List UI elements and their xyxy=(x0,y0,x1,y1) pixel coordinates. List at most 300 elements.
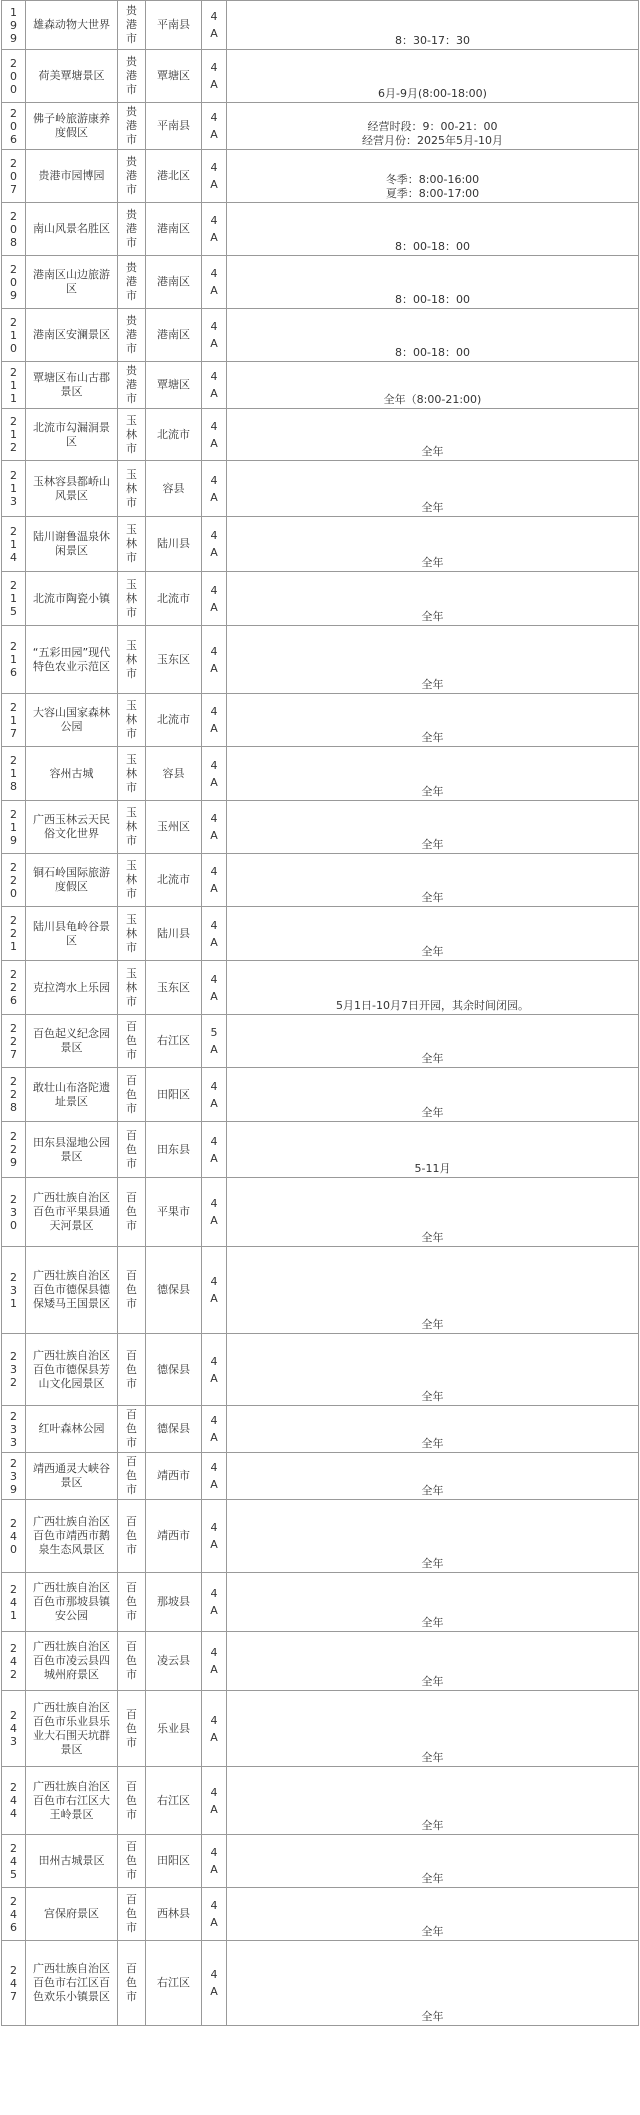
opening-hours-line: 经营月份：2025年5月-10月 xyxy=(362,134,503,147)
level-cell-text: 4A xyxy=(210,1899,218,1929)
city-cell xyxy=(118,1888,146,1941)
row-number-cell xyxy=(2,907,26,961)
city-cell-text: 贵港市 xyxy=(126,261,137,302)
level-cell-text: 4A xyxy=(210,1713,218,1744)
district-cell: 港北区 xyxy=(146,150,202,203)
row-number-cell xyxy=(2,362,26,409)
city-cell-text: 贵港市 xyxy=(126,4,137,45)
level-cell xyxy=(202,1247,227,1334)
row-number-cell xyxy=(2,1,26,50)
level-cell-text: 4A xyxy=(210,1846,218,1876)
city-cell xyxy=(118,203,146,256)
level-cell-text: 4A xyxy=(210,419,218,450)
level-cell-text: 4A xyxy=(210,583,218,614)
level-cell xyxy=(202,907,227,961)
table-row xyxy=(2,50,639,103)
level-cell xyxy=(202,961,227,1015)
row-number-cell-text: 221 xyxy=(10,914,17,953)
district-cell: 凌云县 xyxy=(146,1632,202,1691)
city-cell-text: 玉林市 xyxy=(126,577,137,619)
opening-hours-cell xyxy=(227,203,639,256)
city-cell xyxy=(118,1453,146,1500)
city-cell xyxy=(118,362,146,409)
opening-hours-cell xyxy=(227,1573,639,1632)
opening-hours-cell xyxy=(227,1767,639,1835)
city-cell-text: 百色市 xyxy=(126,1515,137,1556)
district-cell: 北流市 xyxy=(146,854,202,907)
level-cell-text: 4A xyxy=(210,1275,218,1305)
opening-hours-cell xyxy=(227,1835,639,1888)
district-cell: 右江区 xyxy=(146,1767,202,1835)
row-number-cell xyxy=(2,1941,26,2026)
city-cell-text: 玉林市 xyxy=(126,966,137,1008)
scenic-name-cell: 广西壮族自治区百色市德保县德保矮马王国景区 xyxy=(26,1247,118,1334)
row-number-cell-text: 218 xyxy=(10,754,17,793)
row-number-cell-text: 212 xyxy=(10,415,17,454)
opening-hours-line: 全年 xyxy=(421,1106,444,1119)
opening-hours-cell xyxy=(227,309,639,362)
scenic-name-cell: 田东县湿地公园景区 xyxy=(26,1122,118,1178)
city-cell xyxy=(118,854,146,907)
opening-hours-line: 全年 xyxy=(421,1925,444,1938)
city-cell xyxy=(118,1334,146,1406)
city-cell xyxy=(118,1,146,50)
table-row xyxy=(2,1767,639,1835)
opening-hours-cell xyxy=(227,1632,639,1691)
scenic-name-cell: 容州古城 xyxy=(26,747,118,801)
city-cell-text: 百色市 xyxy=(126,1269,137,1310)
city-cell-text: 贵港市 xyxy=(126,155,137,196)
scenic-name-cell: 雄森动物大世界 xyxy=(26,1,118,50)
district-cell: 德保县 xyxy=(146,1247,202,1334)
opening-hours-cell xyxy=(227,50,639,103)
opening-hours-cell xyxy=(227,1122,639,1178)
opening-hours-cell xyxy=(227,1068,639,1122)
city-cell-text: 百色市 xyxy=(126,1640,137,1681)
scenic-name-cell: 广西玉林云天民俗文化世界 xyxy=(26,801,118,854)
table-row xyxy=(2,150,639,203)
opening-hours-line: 经营时段：9：00-21：00 xyxy=(367,120,498,133)
opening-hours-cell xyxy=(227,1941,639,2026)
table-row xyxy=(2,1632,639,1691)
level-cell xyxy=(202,1941,227,2026)
opening-hours-cell xyxy=(227,1015,639,1068)
city-cell xyxy=(118,907,146,961)
district-cell: 西林县 xyxy=(146,1888,202,1941)
level-cell xyxy=(202,1453,227,1500)
level-cell-text: 4A xyxy=(210,1197,218,1227)
city-cell-text: 玉林市 xyxy=(126,806,137,847)
opening-hours-line: 全年 xyxy=(421,785,444,798)
city-cell-text: 玉林市 xyxy=(126,638,137,680)
row-number-cell-text: 241 xyxy=(10,1582,17,1622)
opening-hours-cell xyxy=(227,854,639,907)
district-cell: 覃塘区 xyxy=(146,362,202,409)
table-row xyxy=(2,1068,639,1122)
level-cell xyxy=(202,1015,227,1068)
city-cell xyxy=(118,1015,146,1068)
level-cell xyxy=(202,103,227,150)
table-row xyxy=(2,409,639,461)
row-number-cell-text: 219 xyxy=(10,807,17,847)
row-number-cell xyxy=(2,626,26,694)
opening-hours-cell xyxy=(227,1178,639,1247)
row-number-cell-text: 213 xyxy=(10,469,17,508)
city-cell xyxy=(118,747,146,801)
table-row xyxy=(2,1015,639,1068)
level-cell-text: 4A xyxy=(210,705,218,735)
level-cell xyxy=(202,1888,227,1941)
level-cell-text: 4A xyxy=(210,214,218,244)
opening-hours-line: 全年 xyxy=(421,1052,444,1065)
opening-hours-cell xyxy=(227,1453,639,1500)
row-number-cell xyxy=(2,309,26,362)
city-cell xyxy=(118,309,146,362)
city-cell-text: 玉林市 xyxy=(126,413,137,455)
opening-hours-line: 全年 xyxy=(421,1819,444,1832)
opening-hours-cell xyxy=(227,1691,639,1767)
scenic-name-cell: 贵港市园博园 xyxy=(26,150,118,203)
level-cell-text: 4A xyxy=(210,1646,218,1676)
opening-hours-cell xyxy=(227,461,639,517)
level-cell-text: 4A xyxy=(210,61,218,91)
city-cell xyxy=(118,103,146,150)
opening-hours-cell xyxy=(227,1,639,50)
district-cell: 乐业县 xyxy=(146,1691,202,1767)
row-number-cell-text: 244 xyxy=(10,1781,17,1820)
table-row xyxy=(2,1888,639,1941)
district-cell: 那坡县 xyxy=(146,1573,202,1632)
city-cell-text: 百色市 xyxy=(126,1348,137,1390)
scenic-name-cell: 北流市陶瓷小镇 xyxy=(26,572,118,626)
district-cell: 靖西市 xyxy=(146,1453,202,1500)
city-cell xyxy=(118,1691,146,1767)
row-number-cell-text: 210 xyxy=(10,315,17,355)
level-cell-text: 4A xyxy=(210,1587,218,1617)
district-cell: 容县 xyxy=(146,461,202,517)
opening-hours-line: 全年 xyxy=(421,1390,444,1403)
row-number-cell xyxy=(2,256,26,309)
row-number-cell xyxy=(2,1835,26,1888)
opening-hours-line: 全年 xyxy=(421,838,444,851)
city-cell-text: 百色市 xyxy=(126,1020,137,1061)
table-row xyxy=(2,203,639,256)
table-row xyxy=(2,1941,639,2026)
row-number-cell-text: 243 xyxy=(10,1709,17,1748)
level-cell xyxy=(202,50,227,103)
opening-hours-cell xyxy=(227,256,639,309)
scenic-name-cell: 广西壮族自治区百色市右江区百色欢乐小镇景区 xyxy=(26,1941,118,2026)
city-cell xyxy=(118,517,146,572)
city-cell xyxy=(118,256,146,309)
city-cell-text: 百色市 xyxy=(126,1191,137,1232)
table-row xyxy=(2,517,639,572)
table-row xyxy=(2,1178,639,1247)
scenic-name-cell: 南山风景名胜区 xyxy=(26,203,118,256)
level-cell xyxy=(202,694,227,747)
opening-hours-line: 全年 xyxy=(421,945,444,958)
district-cell: 北流市 xyxy=(146,572,202,626)
row-number-cell-text: 206 xyxy=(10,106,17,146)
scenic-name-cell: 广西壮族自治区百色市凌云县四城州府景区 xyxy=(26,1632,118,1691)
opening-hours-line: 5-11月 xyxy=(414,1162,451,1175)
city-cell-text: 百色市 xyxy=(126,1893,137,1934)
scenic-name-cell: 克拉湾水上乐园 xyxy=(26,961,118,1015)
level-cell xyxy=(202,362,227,409)
city-cell xyxy=(118,801,146,854)
table-row xyxy=(2,309,639,362)
row-number-cell xyxy=(2,694,26,747)
level-cell-text: 4A xyxy=(210,1785,218,1816)
opening-hours-line: 全年 xyxy=(421,1231,444,1244)
level-cell-text: 4A xyxy=(210,370,218,400)
city-cell-text: 玉林市 xyxy=(126,467,137,509)
scenic-name-cell: 广西壮族自治区百色市德保县芳山文化园景区 xyxy=(26,1334,118,1406)
city-cell-text: 玉林市 xyxy=(126,699,137,740)
row-number-cell-text: 216 xyxy=(10,640,17,679)
row-number-cell xyxy=(2,1453,26,1500)
row-number-cell-text: 247 xyxy=(10,1963,17,2003)
city-cell xyxy=(118,1178,146,1247)
row-number-cell xyxy=(2,1015,26,1068)
city-cell-text: 百色市 xyxy=(126,1408,137,1449)
scenic-name-cell: 广西壮族自治区百色市乐业县乐业大石围天坑群景区 xyxy=(26,1691,118,1767)
scenic-name-cell: 玉林容县都峤山风景区 xyxy=(26,461,118,517)
scenic-name-cell: 陆川县龟岭谷景区 xyxy=(26,907,118,961)
scenic-name-cell: “五彩田园”现代特色农业示范区 xyxy=(26,626,118,694)
opening-hours-cell xyxy=(227,1334,639,1406)
opening-hours-line: 全年 xyxy=(421,678,444,691)
table-row xyxy=(2,256,639,309)
level-cell xyxy=(202,409,227,461)
table-row xyxy=(2,801,639,854)
row-number-cell-text: 199 xyxy=(10,5,17,45)
opening-hours-line: 全年 xyxy=(421,1557,444,1570)
table-row xyxy=(2,1247,639,1334)
table-row xyxy=(2,1573,639,1632)
scenic-name-cell: 红叶森林公园 xyxy=(26,1406,118,1453)
table-row xyxy=(2,1334,639,1406)
city-cell xyxy=(118,1835,146,1888)
row-number-cell xyxy=(2,1178,26,1247)
city-cell-text: 百色市 xyxy=(126,1073,137,1115)
district-cell: 平果市 xyxy=(146,1178,202,1247)
district-cell: 港南区 xyxy=(146,309,202,362)
row-number-cell xyxy=(2,203,26,256)
level-cell-text: 4A xyxy=(210,1521,218,1551)
scenic-name-cell: 宫保府景区 xyxy=(26,1888,118,1941)
district-cell: 陆川县 xyxy=(146,907,202,961)
district-cell: 靖西市 xyxy=(146,1500,202,1573)
level-cell-text: 4A xyxy=(210,972,218,1003)
row-number-cell xyxy=(2,961,26,1015)
city-cell xyxy=(118,626,146,694)
level-cell xyxy=(202,517,227,572)
level-cell-text: 4A xyxy=(210,529,218,559)
row-number-cell xyxy=(2,1573,26,1632)
city-cell xyxy=(118,1767,146,1835)
table-row xyxy=(2,854,639,907)
table-row xyxy=(2,1500,639,1573)
opening-hours-line: 全年（8:00-21:00) xyxy=(383,393,482,406)
row-number-cell-text: 231 xyxy=(10,1270,17,1310)
level-cell xyxy=(202,203,227,256)
level-cell-text: 4A xyxy=(210,644,218,675)
row-number-cell xyxy=(2,50,26,103)
row-number-cell-text: 215 xyxy=(10,579,17,618)
level-cell-text: 4A xyxy=(210,758,218,789)
opening-hours-line: 全年 xyxy=(421,501,444,514)
district-cell: 港南区 xyxy=(146,256,202,309)
level-cell-text: 4A xyxy=(210,1079,218,1110)
city-cell-text: 贵港市 xyxy=(126,105,137,146)
city-cell xyxy=(118,461,146,517)
city-cell xyxy=(118,1247,146,1334)
city-cell xyxy=(118,150,146,203)
level-cell xyxy=(202,1,227,50)
opening-hours-line: 全年 xyxy=(421,2010,444,2023)
scenic-name-cell: 百色起义纪念园景区 xyxy=(26,1015,118,1068)
level-cell-text: 4A xyxy=(210,320,218,350)
row-number-cell xyxy=(2,1122,26,1178)
district-cell: 平南县 xyxy=(146,103,202,150)
row-number-cell-text: 229 xyxy=(10,1130,17,1169)
row-number-cell-text: 208 xyxy=(10,209,17,249)
city-cell-text: 百色市 xyxy=(126,1840,137,1881)
row-number-cell-text: 239 xyxy=(10,1456,17,1496)
level-cell xyxy=(202,626,227,694)
level-cell xyxy=(202,801,227,854)
district-cell: 德保县 xyxy=(146,1406,202,1453)
scenic-name-cell: 敢壮山布洛陀遗址景区 xyxy=(26,1068,118,1122)
opening-hours-line: 全年 xyxy=(421,891,444,904)
district-cell: 田东县 xyxy=(146,1122,202,1178)
table-row xyxy=(2,103,639,150)
scenic-name-cell: 北流市勾漏洞景区 xyxy=(26,409,118,461)
level-cell xyxy=(202,1178,227,1247)
level-cell xyxy=(202,1691,227,1767)
city-cell xyxy=(118,1068,146,1122)
city-cell-text: 百色市 xyxy=(126,1455,137,1496)
level-cell xyxy=(202,1835,227,1888)
row-number-cell-text: 240 xyxy=(10,1516,17,1556)
city-cell-text: 贵港市 xyxy=(126,55,137,96)
level-cell xyxy=(202,1334,227,1406)
district-cell: 北流市 xyxy=(146,409,202,461)
city-cell-text: 贵港市 xyxy=(126,314,137,355)
city-cell xyxy=(118,409,146,461)
row-number-cell xyxy=(2,572,26,626)
row-number-cell-text: 211 xyxy=(10,365,17,405)
row-number-cell-text: 230 xyxy=(10,1192,17,1232)
opening-hours-cell xyxy=(227,517,639,572)
opening-hours-line: 6月-9月(8:00-18:00) xyxy=(378,87,487,100)
scenic-name-cell: 田州古城景区 xyxy=(26,1835,118,1888)
level-cell xyxy=(202,1122,227,1178)
table-row xyxy=(2,362,639,409)
level-cell xyxy=(202,1767,227,1835)
row-number-cell xyxy=(2,1888,26,1941)
row-number-cell xyxy=(2,1691,26,1767)
row-number-cell-text: 207 xyxy=(10,156,17,196)
opening-hours-line: 全年 xyxy=(421,445,444,458)
district-cell: 玉东区 xyxy=(146,626,202,694)
row-number-cell-text: 245 xyxy=(10,1841,17,1881)
level-cell-text: 4A xyxy=(210,812,218,842)
row-number-cell xyxy=(2,409,26,461)
row-number-cell xyxy=(2,1334,26,1406)
opening-hours-line: 全年 xyxy=(421,731,444,744)
opening-hours-line: 5月1日-10月7日开园，其余时间闭园。 xyxy=(336,999,529,1012)
scenic-name-cell: 佛子岭旅游康养度假区 xyxy=(26,103,118,150)
table-row xyxy=(2,1691,639,1767)
city-cell-text: 玉林市 xyxy=(126,912,137,954)
scenic-name-cell: 大容山国家森林公园 xyxy=(26,694,118,747)
scenic-name-cell: 广西壮族自治区百色市平果县通天河景区 xyxy=(26,1178,118,1247)
row-number-cell-text: 242 xyxy=(10,1641,17,1681)
row-number-cell xyxy=(2,461,26,517)
scenic-name-cell: 港南区山边旅游区 xyxy=(26,256,118,309)
row-number-cell-text: 217 xyxy=(10,700,17,740)
table-row xyxy=(2,626,639,694)
district-cell: 容县 xyxy=(146,747,202,801)
table-row xyxy=(2,694,639,747)
table-row xyxy=(2,961,639,1015)
city-cell-text: 玉林市 xyxy=(126,752,137,794)
opening-hours-line: 8：00-18：00 xyxy=(395,240,470,253)
opening-hours-line: 全年 xyxy=(421,610,444,623)
city-cell-text: 百色市 xyxy=(126,1779,137,1821)
district-cell: 陆川县 xyxy=(146,517,202,572)
city-cell xyxy=(118,572,146,626)
table-row xyxy=(2,1453,639,1500)
opening-hours-cell xyxy=(227,961,639,1015)
row-number-cell xyxy=(2,1500,26,1573)
level-cell xyxy=(202,747,227,801)
level-cell-text: 4A xyxy=(210,865,218,895)
opening-hours-line: 8：00-18：00 xyxy=(395,293,470,306)
scenic-name-cell: 港南区安澜景区 xyxy=(26,309,118,362)
level-cell xyxy=(202,150,227,203)
level-cell xyxy=(202,1406,227,1453)
city-cell-text: 玉林市 xyxy=(126,859,137,900)
opening-hours-line: 全年 xyxy=(421,1751,444,1764)
opening-hours-cell xyxy=(227,747,639,801)
opening-hours-cell xyxy=(227,150,639,203)
scenic-name-cell: 荷美覃塘景区 xyxy=(26,50,118,103)
city-cell xyxy=(118,1122,146,1178)
row-number-cell xyxy=(2,747,26,801)
opening-hours-line: 8：00-18：00 xyxy=(395,346,470,359)
scenic-name-cell: 铜石岭国际旅游度假区 xyxy=(26,854,118,907)
opening-hours-line: 全年 xyxy=(421,1437,444,1450)
city-cell xyxy=(118,1500,146,1573)
row-number-cell xyxy=(2,1406,26,1453)
opening-hours-cell xyxy=(227,409,639,461)
opening-hours-cell xyxy=(227,1888,639,1941)
city-cell-text: 玉林市 xyxy=(126,523,137,564)
level-cell xyxy=(202,1500,227,1573)
scenic-name-cell: 广西壮族自治区百色市那坡县镇安公园 xyxy=(26,1573,118,1632)
level-cell-text: 4A xyxy=(210,10,218,40)
row-number-cell xyxy=(2,1632,26,1691)
level-cell-text: 4A xyxy=(210,1134,218,1165)
level-cell-text: 4A xyxy=(210,267,218,297)
opening-hours-cell xyxy=(227,694,639,747)
city-cell-text: 百色市 xyxy=(126,1581,137,1622)
level-cell xyxy=(202,256,227,309)
row-number-cell-text: 227 xyxy=(10,1021,17,1061)
